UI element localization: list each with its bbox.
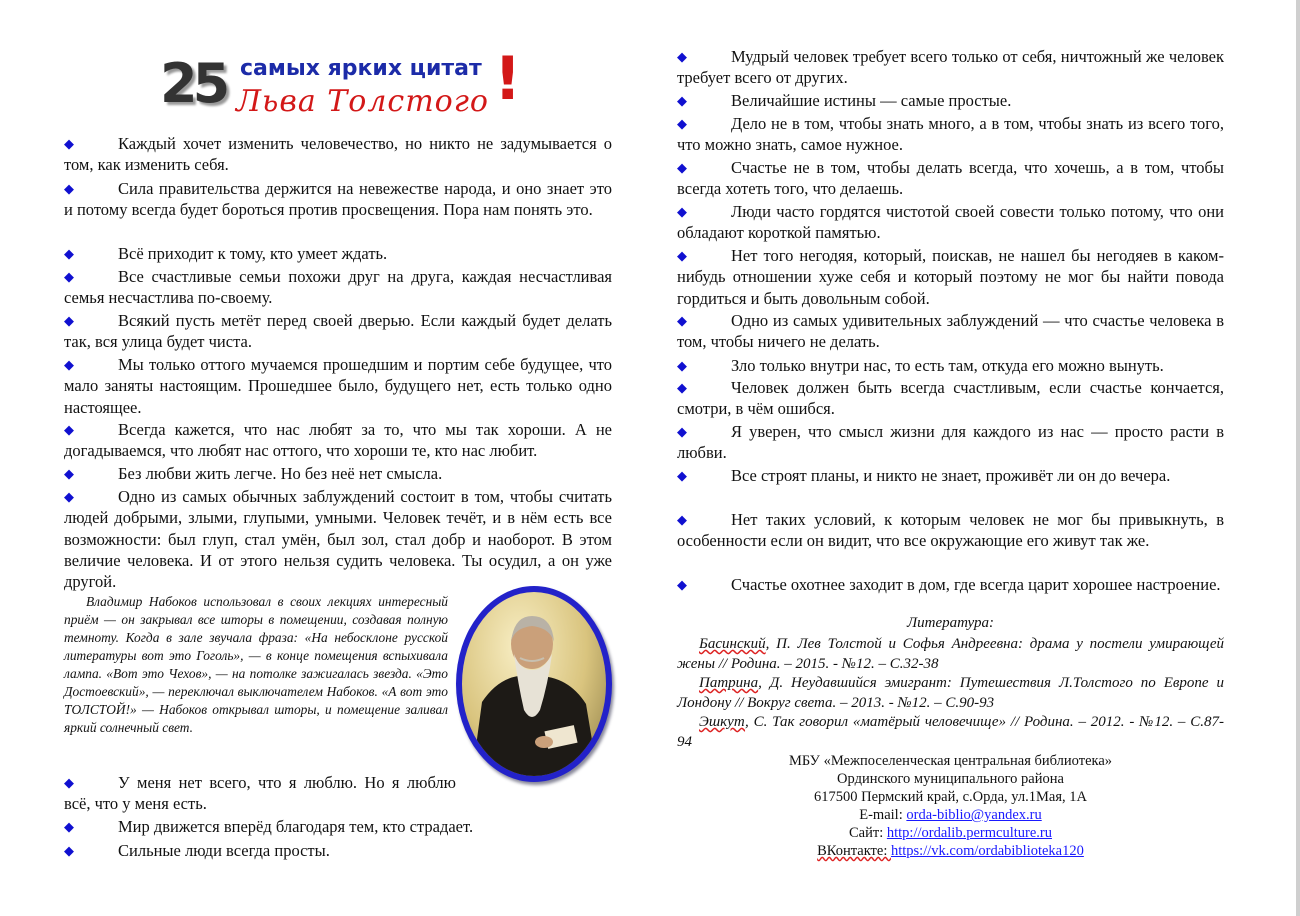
quote-left-7 — [64, 419, 612, 462]
quote-left-5 — [64, 310, 612, 353]
library-vk-line — [677, 842, 1224, 860]
quote-left-2 — [64, 178, 612, 221]
diamond-bullet-icon: ◆ — [64, 357, 74, 372]
quote-text: Мудрый человек требует всего только от себя, ничтожный же человек требует всего от других. — [677, 47, 1224, 88]
library-site-line — [677, 824, 1224, 842]
quote-text: Всякий пусть метёт перед своей дверью. Если каждый будет делать так, вся улица будет чиста. — [64, 311, 612, 352]
quote-left-9 — [64, 486, 612, 592]
literature-rest: , С. Так говорил «матёрый человечище» // Родина. – 2012. - №12. – С.87-94 — [677, 714, 1224, 750]
tolstoy-portrait — [456, 586, 612, 782]
quote-left-4 — [64, 266, 612, 309]
quote-text: Каждый хочет изменить человечество, но никто не задумывается о том, как изменить себя. — [64, 134, 612, 175]
poster-title — [160, 44, 522, 120]
literature-author: Эшкут — [699, 714, 746, 730]
quote-left-11 — [64, 816, 612, 837]
quote-right-9 — [677, 377, 1224, 420]
quote-text: Мы только оттого мучаемся прошедшим и портим себе будущее, что мало заняты настоящим. Прошедшее было, будущего нет, есть только одно настоящее. — [64, 355, 612, 417]
page-edge — [1296, 0, 1300, 916]
quote-left-8 — [64, 463, 612, 484]
diamond-bullet-icon: ◆ — [64, 181, 74, 196]
diamond-bullet-icon: ◆ — [677, 424, 687, 439]
diamond-bullet-icon: ◆ — [64, 422, 74, 437]
library-district: Ординского муниципального района — [837, 771, 1064, 787]
quote-text: Сильные люди всегда просты. — [118, 841, 330, 860]
diamond-bullet-icon: ◆ — [677, 468, 687, 483]
diamond-bullet-icon: ◆ — [64, 269, 74, 284]
diamond-bullet-icon: ◆ — [677, 49, 687, 64]
literature-title: Литература: — [906, 615, 995, 631]
quote-text: Одно из самых удивительных заблуждений — что счастье человека в том, чтобы ничего не делать. — [677, 311, 1224, 352]
email-link[interactable]: orda-biblio@yandex.ru — [906, 807, 1042, 823]
diamond-bullet-icon: ◆ — [677, 512, 687, 527]
quote-text: Дело не в том, чтобы знать много, а в том, чтобы знать из всего того, что можно знать, самое нужное. — [677, 114, 1224, 155]
literature-item-1 — [677, 635, 1224, 674]
nabokov-text: Владимир Набоков использовал в своих лекциях интересный приём — он закрывал все шторы в помещении, создавая полную темноту. Когда в зале звучала фраза: «На небосклоне русской литературы вот это Гоголь», — в конце помещения вспыхивала лампа. «Вот это Чехов», — на потолке зажигалась звезда. «Это Достоевский», — переключал выключателем Набоков. «А вот это ТОЛСТОЙ!» — Набоков открывал шторы, и помещение заливал яркий солнечный свет. — [64, 594, 448, 735]
literature-item-3 — [677, 713, 1224, 752]
quote-right-7 — [677, 310, 1224, 353]
diamond-bullet-icon: ◆ — [64, 775, 74, 790]
quote-text: Люди часто гордятся чистотой своей совести только потому, что они обладают короткой памятью. — [677, 202, 1224, 243]
nabokov-anecdote — [64, 593, 448, 737]
diamond-bullet-icon: ◆ — [64, 136, 74, 151]
quote-text: Все счастливые семьи похожи друг на друга, каждая несчастливая семья несчастлива по-своему. — [64, 267, 612, 308]
library-email-line — [677, 806, 1224, 824]
diamond-bullet-icon: ◆ — [64, 819, 74, 834]
diamond-bullet-icon: ◆ — [677, 93, 687, 108]
quote-text: Нет таких условий, к которым человек не мог бы привыкнуть, в особенности если он видит, что все окружающие его живут так же. — [677, 510, 1224, 551]
quote-right-13 — [677, 574, 1224, 595]
diamond-bullet-icon: ◆ — [677, 358, 687, 373]
quote-text: Я уверен, что смысл жизни для каждого из нас — просто расти в любви. — [677, 422, 1224, 463]
email-label: E-mail: — [859, 807, 907, 823]
quote-text: Без любви жить легче. Но без неё нет смысла. — [118, 464, 443, 483]
quote-right-8 — [677, 355, 1224, 376]
quote-right-2 — [677, 90, 1224, 111]
quote-text: Человек должен быть всегда счастливым, если счастье кончается, смотри, в чём ошибся. — [677, 378, 1224, 419]
literature-rest: , П. Лев Толстой и Софья Андреевна: драма у постели умирающей жены // Родина. – 2015. - №12. – С.32-38 — [677, 636, 1224, 672]
quote-text: Мир движется вперёд благодаря тем, кто страдает. — [118, 817, 474, 836]
literature-rest: , Д. Неудавшийся эмигрант: Путешествия Л.Толстого по Европе и Лондону // Вокруг света. – 2013. - №12. – С.90-93 — [677, 675, 1224, 711]
quote-left-3 — [64, 243, 612, 264]
diamond-bullet-icon: ◆ — [677, 204, 687, 219]
quote-text: Всегда кажется, что нас любят за то, что мы так хороши. А не догадываемся, что любят нас оттого, что хороши те, кто нас любит. — [64, 420, 612, 461]
quote-text: Все строят планы, и никто не знает, проживёт ли он до вечера. — [731, 466, 1171, 485]
literature-author: Патрина — [699, 675, 759, 691]
diamond-bullet-icon: ◆ — [64, 313, 74, 328]
diamond-bullet-icon: ◆ — [677, 160, 687, 175]
diamond-bullet-icon: ◆ — [64, 843, 74, 858]
quote-text: Одно из самых обычных заблуждений состоит в том, чтобы считать людей добрыми, злыми, глупыми, умными. Человек течёт, и в нём есть все возможности: был глуп, стал умён, был зол, стал добр и наоборот. В этом величие человека. И от этого нельзя судить человека. Ты осудил, а он уже другой. — [64, 487, 612, 592]
title-exclamation: ! — [494, 44, 522, 114]
literature-author: Басинский — [699, 636, 766, 652]
quote-text: Сила правительства держится на невежестве народа, и оно знает это и потому всегда будет бороться против просвещения. Пора нам понять это. — [64, 179, 612, 220]
quote-right-12 — [677, 509, 1224, 552]
quote-right-3 — [677, 113, 1224, 156]
quote-left-10 — [64, 772, 456, 815]
quote-text: Нет того негодяя, который, поискав, не нашел бы негодяев в каком-нибудь отношении хуже себя и который поэтому не мог бы найти повода гордиться и быть довольным собой. — [677, 246, 1224, 308]
quote-right-11 — [677, 465, 1224, 486]
quote-text: Счастье не в том, чтобы делать всегда, что хочешь, а в том, чтобы всегда хотеть того, что делаешь. — [677, 158, 1224, 199]
tolstoy-portrait-image — [462, 592, 606, 776]
title-line-2: Льва Толстого — [236, 84, 489, 119]
quote-left-12 — [64, 840, 612, 861]
quote-right-1 — [677, 46, 1224, 89]
site-link[interactable]: http://ordalib.permculture.ru — [886, 825, 1052, 841]
quote-right-5 — [677, 201, 1224, 244]
diamond-bullet-icon: ◆ — [677, 380, 687, 395]
quote-right-10 — [677, 421, 1224, 464]
vk-label: ВКонтакте: — [817, 843, 891, 859]
quote-text: Счастье охотнее заходит в дом, где всегда царит хорошее настроение. — [731, 575, 1221, 594]
title-line-1: самых ярких цитат — [240, 56, 482, 81]
quote-text: Зло только внутри нас, то есть там, откуда его можно вынуть. — [731, 356, 1164, 375]
library-name: МБУ «Межпоселенческая центральная библиотека» — [788, 753, 1113, 769]
vk-link[interactable]: https://vk.com/ordabiblioteka120 — [890, 843, 1084, 859]
library-address: 617500 Пермский край, с.Орда, ул.1Мая, 1А — [814, 789, 1087, 805]
title-number: 25 — [160, 52, 226, 115]
quote-right-4 — [677, 157, 1224, 200]
diamond-bullet-icon: ◆ — [677, 116, 687, 131]
quote-left-6 — [64, 354, 612, 418]
quote-right-6 — [677, 245, 1224, 309]
quote-text: Величайшие истины — самые простые. — [731, 91, 1012, 110]
diamond-bullet-icon: ◆ — [64, 246, 74, 261]
quote-left-1 — [64, 133, 612, 176]
quote-text: У меня нет всего, что я люблю. Но я люблю всё, что у меня есть. — [64, 773, 456, 814]
site-label: Сайт: — [849, 825, 887, 841]
diamond-bullet-icon: ◆ — [64, 489, 74, 504]
diamond-bullet-icon: ◆ — [677, 313, 687, 328]
literature-item-2 — [677, 674, 1224, 713]
diamond-bullet-icon: ◆ — [677, 577, 687, 592]
quote-text: Всё приходит к тому, кто умеет ждать. — [118, 244, 388, 263]
diamond-bullet-icon: ◆ — [677, 248, 687, 263]
diamond-bullet-icon: ◆ — [64, 466, 74, 481]
